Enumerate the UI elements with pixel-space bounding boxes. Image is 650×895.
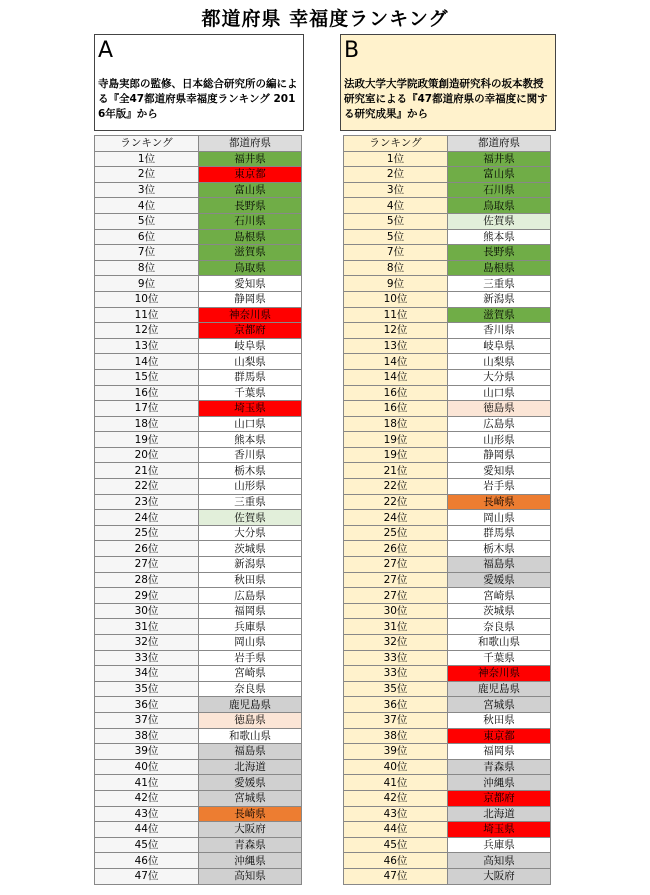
prefecture-cell: 岩手県 [448, 479, 551, 495]
rank-cell: 6位 [95, 229, 199, 245]
prefecture-cell: 新潟県 [199, 557, 302, 573]
rank-cell: 14位 [344, 369, 448, 385]
rank-cell: 9位 [95, 276, 199, 292]
table-row [344, 619, 551, 635]
table-row [95, 650, 302, 666]
rank-cell: 14位 [344, 354, 448, 370]
prefecture-cell: 北海道 [199, 759, 302, 775]
prefecture-cell: 石川県 [448, 182, 551, 198]
rank-cell: 18位 [95, 416, 199, 432]
prefecture-cell: 京都府 [448, 790, 551, 806]
prefecture-cell: 奈良県 [448, 619, 551, 635]
rank-cell: 36位 [344, 697, 448, 713]
table-row [95, 790, 302, 806]
prefecture-cell: 鹿児島県 [448, 681, 551, 697]
ranking-table-a [94, 135, 302, 885]
panel-a-header [94, 34, 304, 131]
table-row [95, 712, 302, 728]
rank-cell: 7位 [95, 245, 199, 261]
rank-cell: 26位 [95, 541, 199, 557]
table-row [344, 291, 551, 307]
table-row [344, 385, 551, 401]
rank-cell: 25位 [344, 525, 448, 541]
table-row [95, 385, 302, 401]
prefecture-cell: 秋田県 [448, 712, 551, 728]
prefecture-cell: 千葉県 [448, 650, 551, 666]
rank-cell: 39位 [344, 744, 448, 760]
table-row [95, 603, 302, 619]
rank-cell: 27位 [344, 572, 448, 588]
table-row [344, 510, 551, 526]
rank-cell: 22位 [344, 494, 448, 510]
table-row [95, 744, 302, 760]
prefecture-cell: 福岡県 [448, 744, 551, 760]
table-row [95, 198, 302, 214]
table-row [95, 213, 302, 229]
rank-cell: 1位 [95, 151, 199, 167]
prefecture-cell: 群馬県 [448, 525, 551, 541]
rank-cell: 16位 [95, 385, 199, 401]
table-row [95, 557, 302, 573]
rank-cell: 23位 [95, 494, 199, 510]
panel-b-description: 法政大学大学院政策創造研究科の坂本教授研究室による『47都道府県の幸福度に関する研究成果』から [344, 78, 548, 120]
table-row [95, 323, 302, 339]
prefecture-column-header: 都道府県 [199, 136, 302, 152]
table-row [95, 775, 302, 791]
table-row [344, 775, 551, 791]
prefecture-cell: 愛媛県 [199, 775, 302, 791]
table-row [344, 759, 551, 775]
rank-cell: 19位 [95, 432, 199, 448]
rank-cell: 3位 [95, 182, 199, 198]
table-row [95, 541, 302, 557]
rank-cell: 35位 [344, 681, 448, 697]
rank-cell: 4位 [344, 198, 448, 214]
table-row [344, 416, 551, 432]
table-row [344, 479, 551, 495]
rank-cell: 11位 [344, 307, 448, 323]
prefecture-cell: 島根県 [199, 229, 302, 245]
table-row [95, 479, 302, 495]
page-title: 都道府県 幸福度ランキング [201, 8, 449, 30]
table-row [344, 213, 551, 229]
rank-cell: 37位 [95, 712, 199, 728]
prefecture-cell: 山梨県 [199, 354, 302, 370]
prefecture-cell: 滋賀県 [448, 307, 551, 323]
table-header-row [344, 136, 551, 152]
rank-column-header: ランキング [95, 136, 199, 152]
table-row [344, 650, 551, 666]
prefecture-cell: 茨城県 [448, 603, 551, 619]
rank-cell: 1位 [344, 151, 448, 167]
prefecture-cell: 三重県 [448, 276, 551, 292]
table-row [95, 494, 302, 510]
rank-cell: 13位 [95, 338, 199, 354]
prefecture-cell: 福井県 [448, 151, 551, 167]
rank-cell: 27位 [95, 557, 199, 573]
table-row [95, 229, 302, 245]
table-row [344, 868, 551, 884]
table-row [95, 853, 302, 869]
table-row [344, 338, 551, 354]
rank-cell: 43位 [95, 806, 199, 822]
prefecture-cell: 兵庫県 [448, 837, 551, 853]
rank-cell: 13位 [344, 338, 448, 354]
rank-cell: 41位 [95, 775, 199, 791]
table-row [344, 790, 551, 806]
prefecture-cell: 宮崎県 [199, 666, 302, 682]
table-row [95, 463, 302, 479]
table-row [95, 447, 302, 463]
rank-cell: 10位 [95, 291, 199, 307]
prefecture-cell: 北海道 [448, 806, 551, 822]
rank-cell: 40位 [344, 759, 448, 775]
table-row [344, 260, 551, 276]
prefecture-cell: 東京都 [199, 167, 302, 183]
table-row [344, 603, 551, 619]
rank-cell: 47位 [95, 868, 199, 884]
table-row [95, 822, 302, 838]
prefecture-cell: 大阪府 [199, 822, 302, 838]
table-row [95, 572, 302, 588]
rank-cell: 33位 [344, 666, 448, 682]
rank-cell: 3位 [344, 182, 448, 198]
rank-cell: 25位 [95, 525, 199, 541]
table-row [95, 806, 302, 822]
rank-cell: 46位 [344, 853, 448, 869]
rank-cell: 27位 [344, 588, 448, 604]
table-row [344, 681, 551, 697]
panel-b-label: B [344, 38, 360, 63]
rank-cell: 32位 [344, 635, 448, 651]
rank-cell: 46位 [95, 853, 199, 869]
rank-cell: 29位 [95, 588, 199, 604]
prefecture-cell: 栃木県 [199, 463, 302, 479]
rank-cell: 42位 [344, 790, 448, 806]
table-row [344, 323, 551, 339]
rank-cell: 26位 [344, 541, 448, 557]
table-row [344, 588, 551, 604]
rank-cell: 18位 [344, 416, 448, 432]
rank-cell: 40位 [95, 759, 199, 775]
rank-cell: 2位 [344, 167, 448, 183]
table-row [95, 276, 302, 292]
prefecture-cell: 静岡県 [199, 291, 302, 307]
rank-cell: 27位 [344, 557, 448, 573]
prefecture-cell: 東京都 [448, 728, 551, 744]
prefecture-cell: 長野県 [199, 198, 302, 214]
rank-cell: 42位 [95, 790, 199, 806]
prefecture-cell: 新潟県 [448, 291, 551, 307]
prefecture-cell: 群馬県 [199, 369, 302, 385]
table-row [95, 666, 302, 682]
table-row [344, 572, 551, 588]
panel-a-label: A [98, 38, 114, 63]
rank-cell: 32位 [95, 635, 199, 651]
prefecture-cell: 埼玉県 [199, 401, 302, 417]
panel-b-header [340, 34, 556, 131]
prefecture-cell: 島根県 [448, 260, 551, 276]
rank-cell: 33位 [344, 650, 448, 666]
rank-cell: 14位 [95, 354, 199, 370]
table-row [95, 291, 302, 307]
table-row [95, 182, 302, 198]
rank-cell: 7位 [344, 245, 448, 261]
table-row [344, 229, 551, 245]
rank-cell: 36位 [95, 697, 199, 713]
rank-cell: 45位 [344, 837, 448, 853]
table-row [344, 245, 551, 261]
rank-cell: 35位 [95, 681, 199, 697]
prefecture-cell: 京都府 [199, 323, 302, 339]
table-row [95, 260, 302, 276]
rank-cell: 21位 [344, 463, 448, 479]
table-row [95, 167, 302, 183]
prefecture-cell: 長崎県 [199, 806, 302, 822]
prefecture-cell: 熊本県 [199, 432, 302, 448]
table-row [95, 307, 302, 323]
prefecture-cell: 和歌山県 [199, 728, 302, 744]
rank-cell: 9位 [344, 276, 448, 292]
table-row [95, 245, 302, 261]
prefecture-cell: 大分県 [448, 369, 551, 385]
table-row [95, 681, 302, 697]
table-row [344, 494, 551, 510]
prefecture-cell: 茨城県 [199, 541, 302, 557]
prefecture-cell: 山梨県 [448, 354, 551, 370]
rank-cell: 44位 [344, 822, 448, 838]
prefecture-cell: 石川県 [199, 213, 302, 229]
prefecture-cell: 兵庫県 [199, 619, 302, 635]
rank-cell: 37位 [344, 712, 448, 728]
table-row [344, 401, 551, 417]
table-row [95, 635, 302, 651]
table-row [344, 744, 551, 760]
table-row [344, 822, 551, 838]
table-row [344, 712, 551, 728]
table-row [344, 635, 551, 651]
prefecture-cell: 富山県 [199, 182, 302, 198]
table-row [95, 338, 302, 354]
rank-cell: 10位 [344, 291, 448, 307]
table-row [344, 151, 551, 167]
prefecture-cell: 山口県 [199, 416, 302, 432]
prefecture-cell: 沖縄県 [448, 775, 551, 791]
prefecture-cell: 栃木県 [448, 541, 551, 557]
rank-cell: 15位 [95, 369, 199, 385]
table-row [95, 728, 302, 744]
prefecture-cell: 広島県 [448, 416, 551, 432]
prefecture-cell: 奈良県 [199, 681, 302, 697]
rank-column-header: ランキング [344, 136, 448, 152]
table-row [95, 619, 302, 635]
ranking-table-b [343, 135, 551, 885]
prefecture-cell: 岐阜県 [199, 338, 302, 354]
prefecture-cell: 福島県 [448, 557, 551, 573]
rank-cell: 16位 [344, 385, 448, 401]
rank-cell: 33位 [95, 650, 199, 666]
rank-cell: 12位 [344, 323, 448, 339]
prefecture-cell: 愛知県 [199, 276, 302, 292]
prefecture-cell: 徳島県 [199, 712, 302, 728]
prefecture-cell: 大阪府 [448, 868, 551, 884]
prefecture-cell: 高知県 [199, 868, 302, 884]
prefecture-cell: 熊本県 [448, 229, 551, 245]
table-row [95, 354, 302, 370]
rank-cell: 30位 [95, 603, 199, 619]
rank-cell: 2位 [95, 167, 199, 183]
table-row [344, 697, 551, 713]
prefecture-cell: 長野県 [448, 245, 551, 261]
rank-cell: 5位 [95, 213, 199, 229]
prefecture-cell: 佐賀県 [199, 510, 302, 526]
rank-cell: 16位 [344, 401, 448, 417]
table-row [344, 354, 551, 370]
prefecture-cell: 愛媛県 [448, 572, 551, 588]
rank-cell: 47位 [344, 868, 448, 884]
rank-cell: 22位 [95, 479, 199, 495]
prefecture-cell: 秋田県 [199, 572, 302, 588]
prefecture-cell: 福井県 [199, 151, 302, 167]
rank-cell: 17位 [95, 401, 199, 417]
table-row [95, 837, 302, 853]
rank-cell: 20位 [95, 447, 199, 463]
rank-cell: 28位 [95, 572, 199, 588]
prefecture-cell: 佐賀県 [448, 213, 551, 229]
prefecture-cell: 沖縄県 [199, 853, 302, 869]
prefecture-cell: 宮城県 [448, 697, 551, 713]
prefecture-cell: 宮崎県 [448, 588, 551, 604]
rank-cell: 24位 [95, 510, 199, 526]
prefecture-cell: 岡山県 [199, 635, 302, 651]
table-row [344, 276, 551, 292]
rank-cell: 12位 [95, 323, 199, 339]
table-row [344, 728, 551, 744]
table-row [344, 182, 551, 198]
table-row [344, 806, 551, 822]
prefecture-cell: 岡山県 [448, 510, 551, 526]
rank-cell: 19位 [344, 447, 448, 463]
table-header-row [95, 136, 302, 152]
prefecture-cell: 徳島県 [448, 401, 551, 417]
rank-cell: 41位 [344, 775, 448, 791]
table-row [344, 447, 551, 463]
prefecture-cell: 富山県 [448, 167, 551, 183]
table-row [344, 853, 551, 869]
table-row [344, 432, 551, 448]
prefecture-cell: 福島県 [199, 744, 302, 760]
table-row [95, 588, 302, 604]
table-row [95, 868, 302, 884]
prefecture-cell: 愛知県 [448, 463, 551, 479]
rank-cell: 44位 [95, 822, 199, 838]
table-row [344, 666, 551, 682]
rank-cell: 30位 [344, 603, 448, 619]
table-row [344, 837, 551, 853]
prefecture-cell: 千葉県 [199, 385, 302, 401]
rank-cell: 24位 [344, 510, 448, 526]
rank-cell: 31位 [344, 619, 448, 635]
prefecture-cell: 鳥取県 [199, 260, 302, 276]
prefecture-cell: 山口県 [448, 385, 551, 401]
rank-cell: 38位 [344, 728, 448, 744]
prefecture-cell: 青森県 [199, 837, 302, 853]
prefecture-cell: 鳥取県 [448, 198, 551, 214]
table-row [344, 369, 551, 385]
rank-cell: 19位 [344, 432, 448, 448]
table-row [95, 697, 302, 713]
prefecture-cell: 神奈川県 [448, 666, 551, 682]
prefecture-cell: 滋賀県 [199, 245, 302, 261]
prefecture-cell: 福岡県 [199, 603, 302, 619]
prefecture-cell: 神奈川県 [199, 307, 302, 323]
prefecture-cell: 長崎県 [448, 494, 551, 510]
table-row [344, 541, 551, 557]
rank-cell: 31位 [95, 619, 199, 635]
table-row [95, 369, 302, 385]
table-row [344, 463, 551, 479]
table-row [344, 307, 551, 323]
prefecture-cell: 岩手県 [199, 650, 302, 666]
rank-cell: 39位 [95, 744, 199, 760]
panel-a-description: 寺島実郎の監修、日本総合研究所の編による『全47都道府県幸福度ランキング 2016年版』から [98, 78, 298, 120]
prefecture-cell: 広島県 [199, 588, 302, 604]
prefecture-cell: 青森県 [448, 759, 551, 775]
rank-cell: 34位 [95, 666, 199, 682]
rank-cell: 8位 [95, 260, 199, 276]
prefecture-cell: 山形県 [448, 432, 551, 448]
table-row [95, 432, 302, 448]
table-row [344, 525, 551, 541]
prefecture-cell: 三重県 [199, 494, 302, 510]
prefecture-cell: 山形県 [199, 479, 302, 495]
prefecture-cell: 静岡県 [448, 447, 551, 463]
rank-cell: 45位 [95, 837, 199, 853]
rank-cell: 11位 [95, 307, 199, 323]
table-row [344, 167, 551, 183]
table-row [95, 401, 302, 417]
table-row [95, 525, 302, 541]
prefecture-cell: 岐阜県 [448, 338, 551, 354]
prefecture-cell: 高知県 [448, 853, 551, 869]
rank-cell: 43位 [344, 806, 448, 822]
prefecture-cell: 宮城県 [199, 790, 302, 806]
prefecture-cell: 香川県 [199, 447, 302, 463]
rank-cell: 5位 [344, 213, 448, 229]
table-row [95, 151, 302, 167]
prefecture-cell: 鹿児島県 [199, 697, 302, 713]
prefecture-cell: 香川県 [448, 323, 551, 339]
rank-cell: 22位 [344, 479, 448, 495]
table-row [344, 557, 551, 573]
rank-cell: 4位 [95, 198, 199, 214]
prefecture-cell: 大分県 [199, 525, 302, 541]
rank-cell: 5位 [344, 229, 448, 245]
table-row [95, 759, 302, 775]
table-row [95, 416, 302, 432]
prefecture-column-header: 都道府県 [448, 136, 551, 152]
rank-cell: 8位 [344, 260, 448, 276]
rank-cell: 38位 [95, 728, 199, 744]
table-row [344, 198, 551, 214]
table-row [95, 510, 302, 526]
prefecture-cell: 埼玉県 [448, 822, 551, 838]
prefecture-cell: 和歌山県 [448, 635, 551, 651]
rank-cell: 21位 [95, 463, 199, 479]
